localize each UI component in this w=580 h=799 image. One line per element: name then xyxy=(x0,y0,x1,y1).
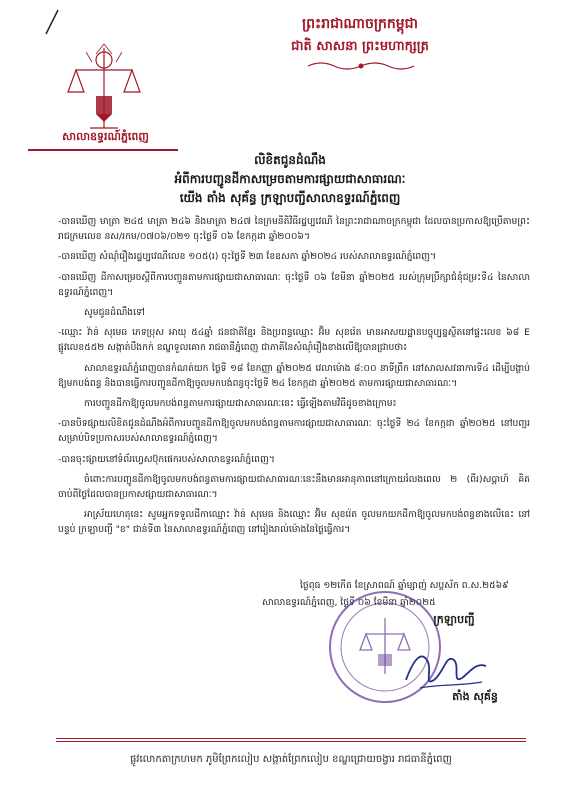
signer-name: តាំង សុគ័ន្ធ xyxy=(452,690,498,703)
paragraph-addressee-intro: សូមជូនដំណឹងទៅ xyxy=(84,307,145,319)
paragraph-case-file: -បានឃើញ សំណុំរឿងរដ្ឋប្បវេណីលេខ ១០៥(រ) ចុះថ្ងៃទី ២៣ ខែឧសភា ឆ្នាំ២០២៤ របស់សាលាឧទ្ធរណ៍ភ្នំពេញ។ xyxy=(58,251,437,263)
paragraph-effect: ចំពោះការបញ្ជូនដីកាឱ្យចូលមកបង់ពន្ធតាមការផ្សាយជាសាធារណៈនេះនឹងមានអានុភាពនៅក្រោយរំលងពេល ២ (ពីរ)សប្តាហ៍ គិតចាប់ពីថ្ងៃដែលបានប្រកាសផ្សាយជាសាធារណៈ។ xyxy=(58,473,530,501)
paragraph-method-intro: ការបញ្ជូនដីកាឱ្យចូលមកបង់ពន្ធតាមការផ្សាយជាសាធារណៈនេះ ធ្វើឡើងតាមវិធីដូចខាងក្រោម៖ xyxy=(84,398,397,410)
handwritten-signature xyxy=(400,640,490,696)
paragraph-legal-basis: -បានឃើញ មាត្រា ២៤៥ មាត្រា ២៤៦ និងមាត្រា ២៤៧ នៃក្រមនីតិវិធីរដ្ឋប្បវេណី នៃព្រះរាជាណាចក្រកម្ពុជា ដែលបានប្រកាសឱ្យប្រើតាមព្រះរាជក្រមលេខ នស/រកម/០៧០៦/០២១ ចុះថ្ងៃទី ០៦ ខែកក្កដា ឆ្នាំ២០០៦។ xyxy=(58,216,530,243)
document-issuer-line: យើង តាំង សុគ័ន្ធ ក្រឡាបញ្ជីសាលាឧទ្ធរណ៍ភ្នំពេញ xyxy=(179,191,401,205)
paragraph-method-posting: -បានបិទផ្សាយលិខិតជូនដំណឹងអំពីការបញ្ជូនដីកាឱ្យចូលមកបង់ពន្ធតាមការផ្សាយជាសាធារណៈ ចុះថ្ងៃទី ២៤ ខែកក្កដា ឆ្នាំ២០២៥ នៅបញ្ជរសម្រាប់បិទប្រកាសរបស់សាលាឧទ្ធរណ៍ភ្នំពេញ។ xyxy=(58,418,530,445)
ornament-divider-icon xyxy=(306,60,416,72)
letter-body xyxy=(58,214,530,543)
kingdom-heading: ព្រះរាជាណាចក្រកម្ពុជា xyxy=(301,16,418,32)
court-name-underline xyxy=(28,149,178,151)
paragraph-conclusion: អាស្រ័យហេតុនេះ សូមអ្នកទទួលដីកាឈ្មោះ វ៉ាន់ សុមេធ និងឈ្មោះ អ៊ិម សុខរ៉េត ចូលមកយកដីកាឱ្យចូលមកបង់ពន្ធខាងលើនេះ នៅបន្ទប់ ក្រឡាបញ្ជី "ខ" ជាន់ទី៣ នៃសាលាឧទ្ធរណ៍ភ្នំពេញ នៅរៀងរាល់ម៉ោងនៃថ្ងៃធ្វើការ។ xyxy=(58,509,530,536)
document-title: លិខិតជូនដំណឹង xyxy=(254,153,326,167)
court-emblem-icon xyxy=(56,40,152,136)
place-and-date: សាលាឧទ្ធរណ៍ភ្នំពេញ, ថ្ងៃទី ០៦ ខែមីនា ឆ្នាំ២០២៥ xyxy=(262,597,436,608)
lunar-date: ថ្ងៃពុធ ១២កើត ខែស្រាពណ៍ ឆ្នាំម្សាញ់ សប្តស័ក ព.ស.២៥៦៩ xyxy=(300,580,509,591)
footer-divider xyxy=(56,738,526,739)
court-name: សាលាឧទ្ធរណ៍ភ្នំពេញ xyxy=(62,130,149,143)
paragraph-addressee: -ឈ្មោះ វ៉ាន់ សុមេធ ភេទប្រុស អាយុ ៥៤ឆ្នាំ ជនជាតិខ្មែរ និងប្រពន្ធឈ្មោះ អ៊ិម សុខរ៉េត មានអាសយដ្ឋានបច្ចុប្បន្នស្ថិតនៅផ្ទះលេខ ៦៨ E ផ្លូវលេខ៥៥២ សង្កាត់បឹងកក់ ខណ្ឌទួលគោក រាជធានីភ្នំពេញ ជាភាគីនៃសំណុំរឿងខាងលើឱ្យបានជ្រាបថា៖ xyxy=(58,327,530,354)
document-subject: អំពីការបញ្ជូនដីកាសម្រេចតាមការផ្សាយជាសាធារណៈ xyxy=(174,172,406,186)
footer-divider-secondary xyxy=(56,741,526,742)
national-motto: ជាតិ សាសនា ព្រះមហាក្សត្រ xyxy=(291,39,429,54)
footer-address: ផ្លូវលោកតាក្រហមក ភូមិព្រែកលៀប សង្កាត់ព្រែកលៀប ខណ្ឌជ្រោយចង្វារ រាជធានីភ្នំពេញ xyxy=(129,754,453,765)
paragraph-method-facebook: -បានចុះផ្សាយនៅទំព័រហ្វេសប៊ុកផេករបស់សាលាឧទ្ធរណ៍ភ្នំពេញ។ xyxy=(58,453,275,465)
pen-mark-icon xyxy=(40,8,62,36)
signer-title: ក្រឡាបញ្ជី xyxy=(433,613,475,626)
paragraph-decision: -បានឃើញ ដីកាសម្រេចស្តីពីការបញ្ជូនតាមការផ្សាយជាសាធារណៈ ចុះថ្ងៃទី ០៦ ខែមីនា ឆ្នាំ២០២៥ របស់ក្រុមប្រឹក្សាជំនុំជម្រះទី៤ នៃសាលាឧទ្ធរណ៍ភ្នំពេញ។ xyxy=(58,271,530,298)
paragraph-hearing-date: សាលាឧទ្ធរណ៍ភ្នំពេញបានកំណត់យក ថ្ងៃទី ១៨ ខែកញ្ញា ឆ្នាំ២០២៥ វេលាម៉ោង ៨:០០ នាទីព្រឹក នៅសាលសវនាការទី៤ ដើម្បីបង្គាប់ឱ្យមកបង់ពន្ធ និងបានធ្វើការបញ្ជូនដីកាឱ្យចូលមកបង់ពន្ធចុះថ្ងៃទី ២៤ ខែកក្កដា ឆ្នាំ២០២៥ តាមការផ្សាយជាសាធារណៈ។ xyxy=(58,362,530,389)
